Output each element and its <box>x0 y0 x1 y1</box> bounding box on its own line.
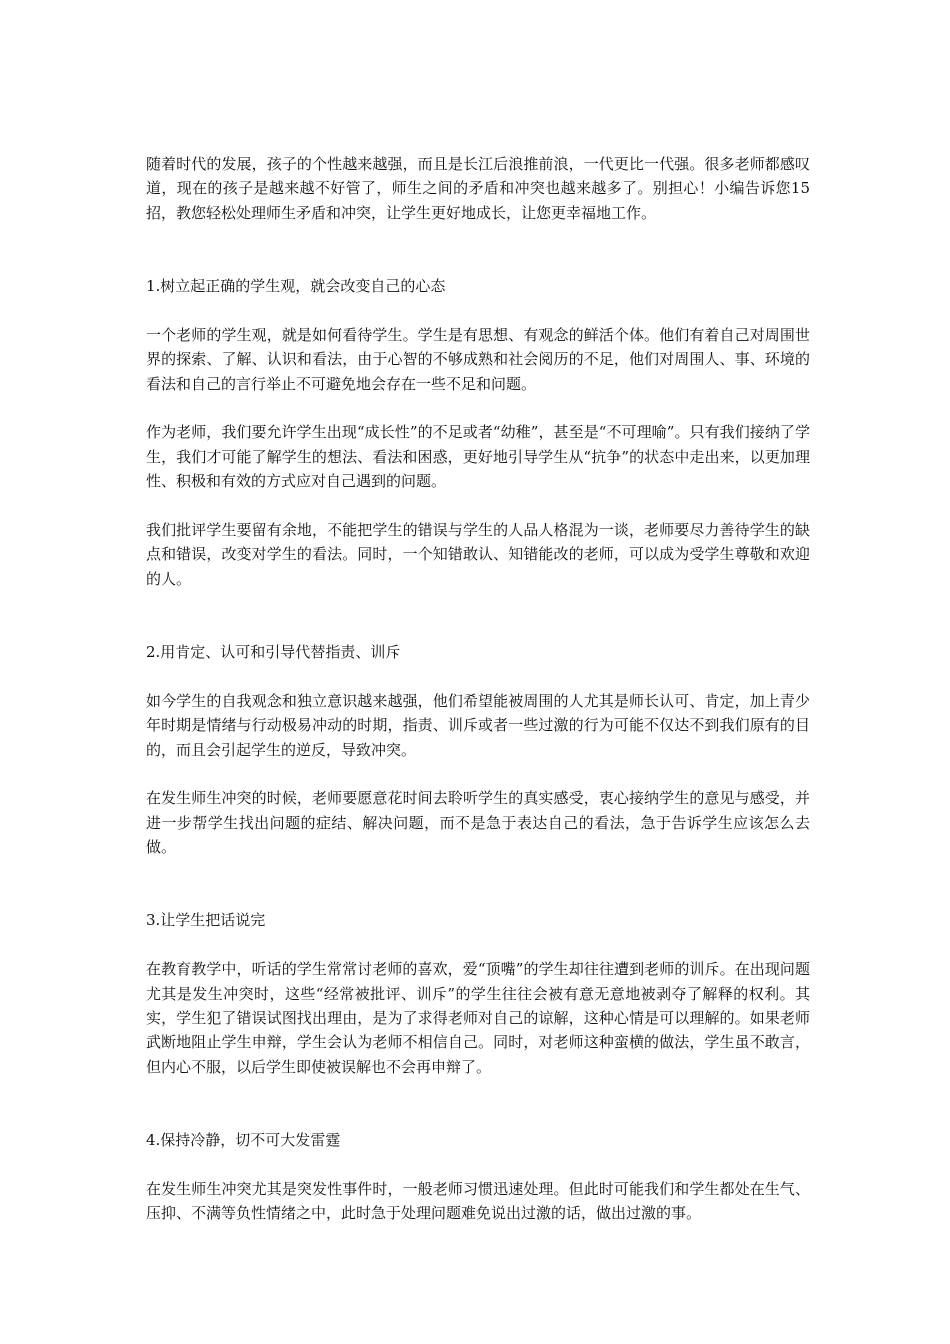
section-paragraph: 在发生师生冲突的时候，老师要愿意花时间去聆听学生的真实感受，衷心接纳学生的意见与感受，并进一步帮学生找出问题的症结、解决问题，而不是急于表达自己的看法，急于告诉学生应该怎么去做。 <box>146 789 810 857</box>
document-page <box>146 152 810 1250</box>
section-heading: 4.保持冷静，切不可大发雷霆 <box>146 1131 341 1150</box>
section-gap <box>146 1104 810 1128</box>
section-4 <box>146 1128 810 1226</box>
section-heading: 3.让学生把话说完 <box>146 911 266 930</box>
section-heading: 1.树立起正确的学生观，就会改变自己的心态 <box>146 277 446 295</box>
section-paragraph: 如今学生的自我观念和独立意识越来越强，他们希望能被周围的人尤其是师长认可、肯定，加上青少年时期是情绪与行动极易冲动的时期，指责、训斥或者一些过激的行为可能不仅达不到我们原有的目的，而且会引起学生的逆反，导致冲突。 <box>146 691 810 759</box>
section-1 <box>146 274 810 591</box>
section-gap <box>146 250 810 274</box>
section-paragraph: 一个老师的学生观，就是如何看待学生。学生是有思想、有观念的鲜活个体。他们有着自己对周围世界的探索、了解、认识和看法，由于心智的不够成熟和社会阅历的不足，他们对周围人、事、环境的看法和自己的言行举止不可避免地会存在一些不足和问题。 <box>146 325 810 393</box>
section-paragraph: 作为老师，我们要允许学生出现“成长性”的不足或者“幼稚”，甚至是“不可理喻”。只有我们接纳了学生，我们才可能了解学生的想法、看法和困惑，更好地引导学生从“抗争”的状态中走出来，以更加理性、积极和有效的方式应对自己遇到的问题。 <box>146 423 810 491</box>
section-paragraph: 我们批评学生要留有余地，不能把学生的错误与学生的人品人格混为一谈，老师要尽力善待学生的缺点和错误，改变对学生的看法。同时，一个知错敢认、知错能改的老师，可以成为受学生尊敬和欢迎的人。 <box>146 521 810 588</box>
section-heading: 2.用肯定、认可和引导代替指责、训斥 <box>146 643 401 662</box>
section-2 <box>146 640 810 860</box>
section-paragraph: 在教育教学中，听话的学生常常讨老师的喜欢，爱“顶嘴”的学生却往往遭到老师的训斥。在出现问题尤其是发生冲突时，这些“经常被批评、训斥”的学生往往会被有意无意地被剥夺了解释的权利。其实，学生犯了错误试图找出理由，是为了求得老师对自己的谅解，这种心情是可以理解的。如果老师武断地阻止学生申辩，学生会认为老师不相信自己。同时，对老师这种蛮横的做法，学生虽不敢言，但内心不服，以后学生即使被误解也不会再申辩了。 <box>146 960 810 1076</box>
section-paragraph: 在发生师生冲突尤其是突发性事件时，一般老师习惯迅速处理。但此时可能我们和学生都处在生气、压抑、不满等负性情绪之中，此时急于处理问题难免说出过激的话，做出过激的事。 <box>146 1179 810 1223</box>
intro-paragraph: 随着时代的发展，孩子的个性越来越强，而且是长江后浪推前浪，一代更比一代强。很多老师都感叹道，现在的孩子是越来越不好管了，师生之间的矛盾和冲突也越来越多了。别担心！小编告诉您15招，教您轻松处理师生矛盾和冲突，让学生更好地成长，让您更幸福地工作。 <box>146 155 810 222</box>
section-3 <box>146 908 810 1079</box>
section-gap <box>146 884 810 908</box>
section-gap <box>146 616 810 640</box>
